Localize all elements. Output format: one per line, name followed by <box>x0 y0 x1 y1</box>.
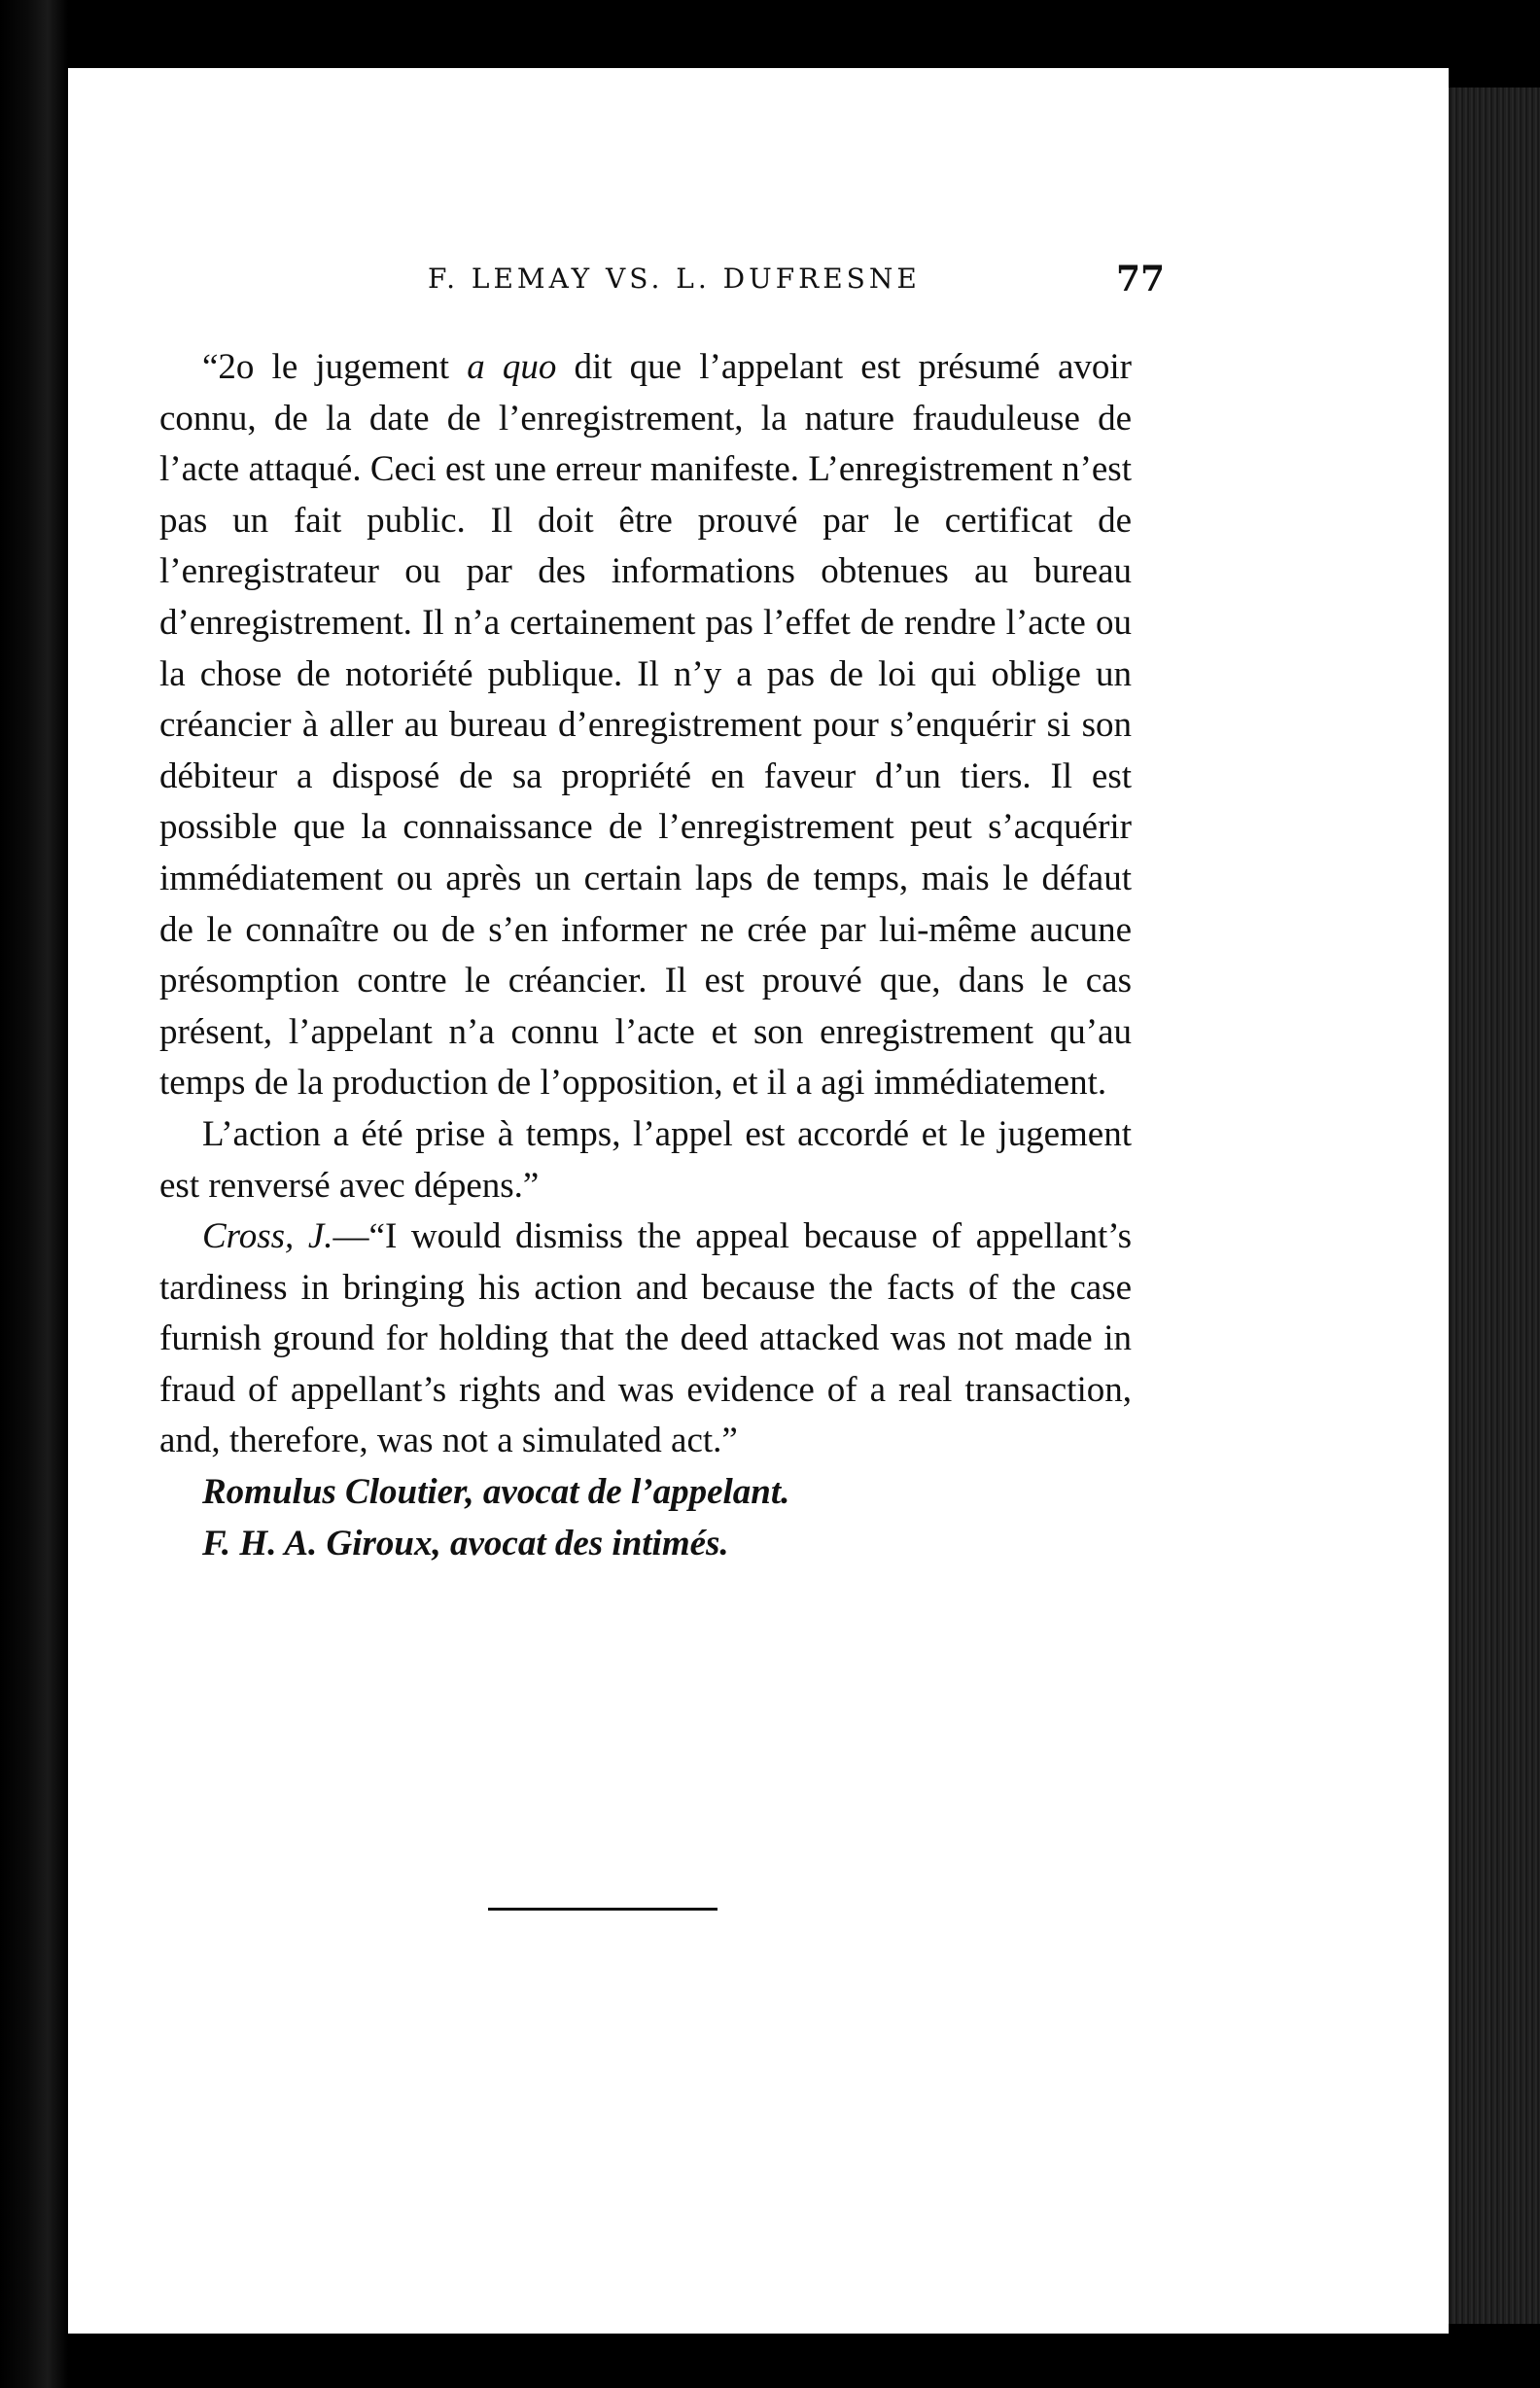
p1-rest: dit que l’appelant est présumé avoir connu, de la date de l’enregistrement, la nature frauduleuse de l’acte attaqué. Ceci est une erreur manifeste. L’enregistrement n’est pas un fait public. Il doit être prouvé par le certificat de l’enregistrateur ou par des informations obtenues au bureau d’enregistrement. Il n’a certainement pas l’effet de rendre l’acte ou la chose de notoriété publique. Il n’y a pas de loi qui oblige un créancier à aller au bureau d’enregistrement pour s’enquérir si son débiteur a disposé de sa propriété en faveur d’un tiers. Il est possible que la connaissance de l’enregistrement peut s’acquérir immédiatement ou après un certain laps de temps, mais le défaut de le connaître ou de s’en informer ne crée par lui-même aucune présomption contre le créancier. Il est prouvé que, dans le cas présent, l’appelant n’a connu l’acte et son enregistrement qu’au temps de la production de l’opposition, et il a agi immédiatement. <box>159 347 1133 1104</box>
running-title: F. LEMAY VS. L. DUFRESNE <box>428 263 921 295</box>
book-left-edge <box>0 0 68 2388</box>
cross-opinion-text: —“I would dismiss the appeal because of appellant’s tardiness in bringing his action and because the facts of the case furnish ground for holding that the deed attacked was not made in fraud of appellant’s rights and was evidence of a real transaction, and, therefore, was not a simulated act.” <box>159 1216 1132 1461</box>
judge-name: Cross, J. <box>202 1216 333 1257</box>
page-body <box>159 342 1132 1569</box>
p1-latin-term: a quo <box>467 347 557 387</box>
counsel-appellant: Romulus Cloutier, avocat de l’appelant. <box>202 1472 790 1513</box>
page-number: 77 <box>1116 259 1166 299</box>
p1-lead: “2o le jugement <box>202 347 468 387</box>
paragraph-judgment-quote <box>159 342 1132 1109</box>
section-rule <box>488 1908 718 1911</box>
paragraph-cross-opinion <box>159 1212 1132 1467</box>
paragraph-action: L’action a été prise à temps, l’appel est accordé et le jugement est renversé avec dépens.” <box>159 1113 1132 1206</box>
counsel-respondents: F. H. A. Giroux, avocat des intimés. <box>202 1523 729 1563</box>
